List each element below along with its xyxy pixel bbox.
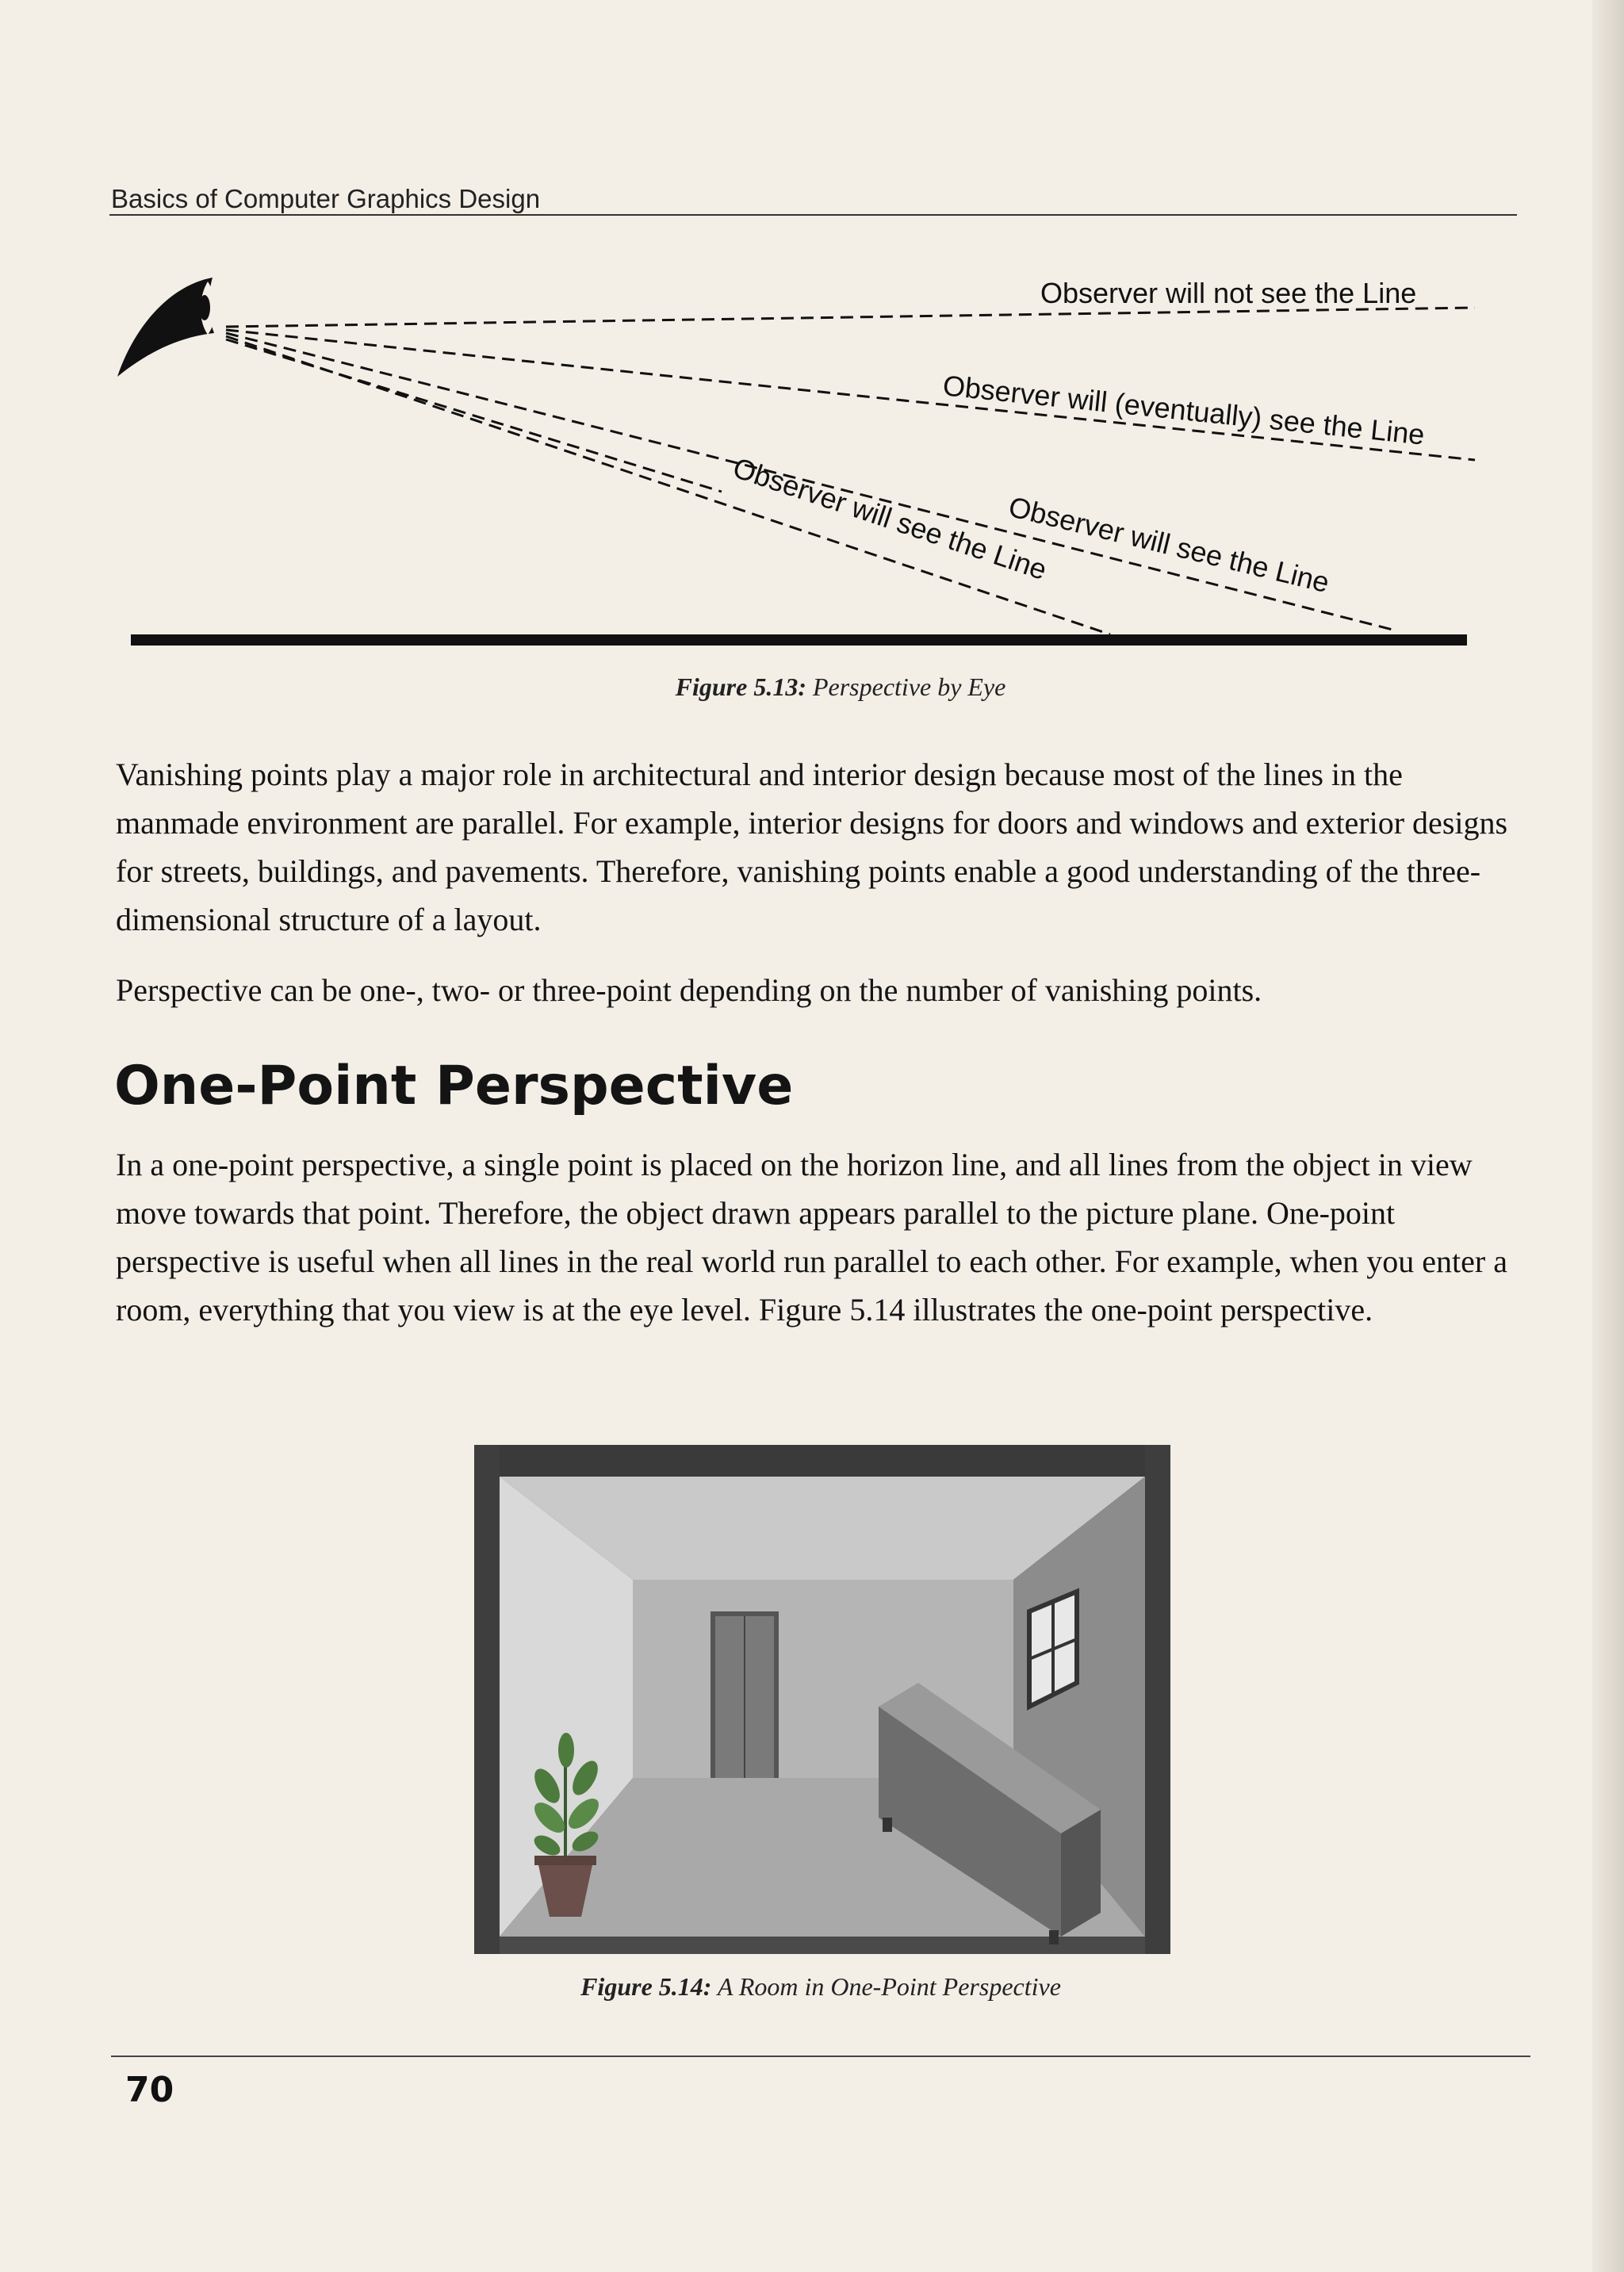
label-will-see-right: Observer will see the Line: [1005, 489, 1333, 600]
label-not-see: Observer will not see the Line: [1040, 277, 1417, 309]
eye-icon: [117, 278, 216, 377]
room-illustration: [474, 1445, 1170, 1954]
figure-5-13-caption-label: Figure 5.13:: [675, 672, 806, 701]
paragraph-vanishing-points: Vanishing points play a major role in architectural and interior design because most of the lines in the manmade environment are parallel. For example, interior designs for doors and windows and exterior designs for streets, buildings, and pavements. Therefore, vanishing points enable a good understanding of the three-dimensional structure of a layout.: [116, 757, 1508, 937]
figure-5-13-caption-text: Perspective by Eye: [812, 672, 1006, 701]
ground-line: [131, 634, 1467, 646]
running-header: Basics of Computer Graphics Design: [111, 184, 541, 213]
figure-5-14-caption: [492, 1972, 1150, 2002]
label-eventually-see: Observer will (eventually) see the Line: [941, 369, 1427, 451]
door-icon: [710, 1611, 779, 1778]
header-rule: [109, 214, 1517, 216]
label-will-see-left: Observer will see the Line: [729, 450, 1051, 587]
paragraph-one-point: In a one-point perspective, a single point is placed on the horizon line, and all lines from the object in view move towards that point. Therefore, the object drawn appears parallel to the picture plane. One-point perspective is useful when all lines in the real world run parallel to each other. For example, when you enter a room, everything that you view is at the eye level. Figure 5.14 illustrates the one-point perspective.: [116, 1147, 1507, 1328]
paragraph-perspective-types: Perspective can be one-, two- or three-point depending on the number of vanishing points.: [116, 972, 1262, 1008]
figure-5-14-caption-label: Figure 5.14:: [580, 1972, 712, 2001]
page-number: 70: [125, 2070, 174, 2110]
perspective-by-eye-diagram: [0, 262, 1624, 666]
figure-5-14-caption-text: A Room in One-Point Perspective: [717, 1972, 1061, 2001]
section-heading: One-Point Perspective: [114, 1055, 794, 1117]
figure-5-13-caption: [603, 672, 1078, 702]
footer-rule: [111, 2056, 1530, 2057]
